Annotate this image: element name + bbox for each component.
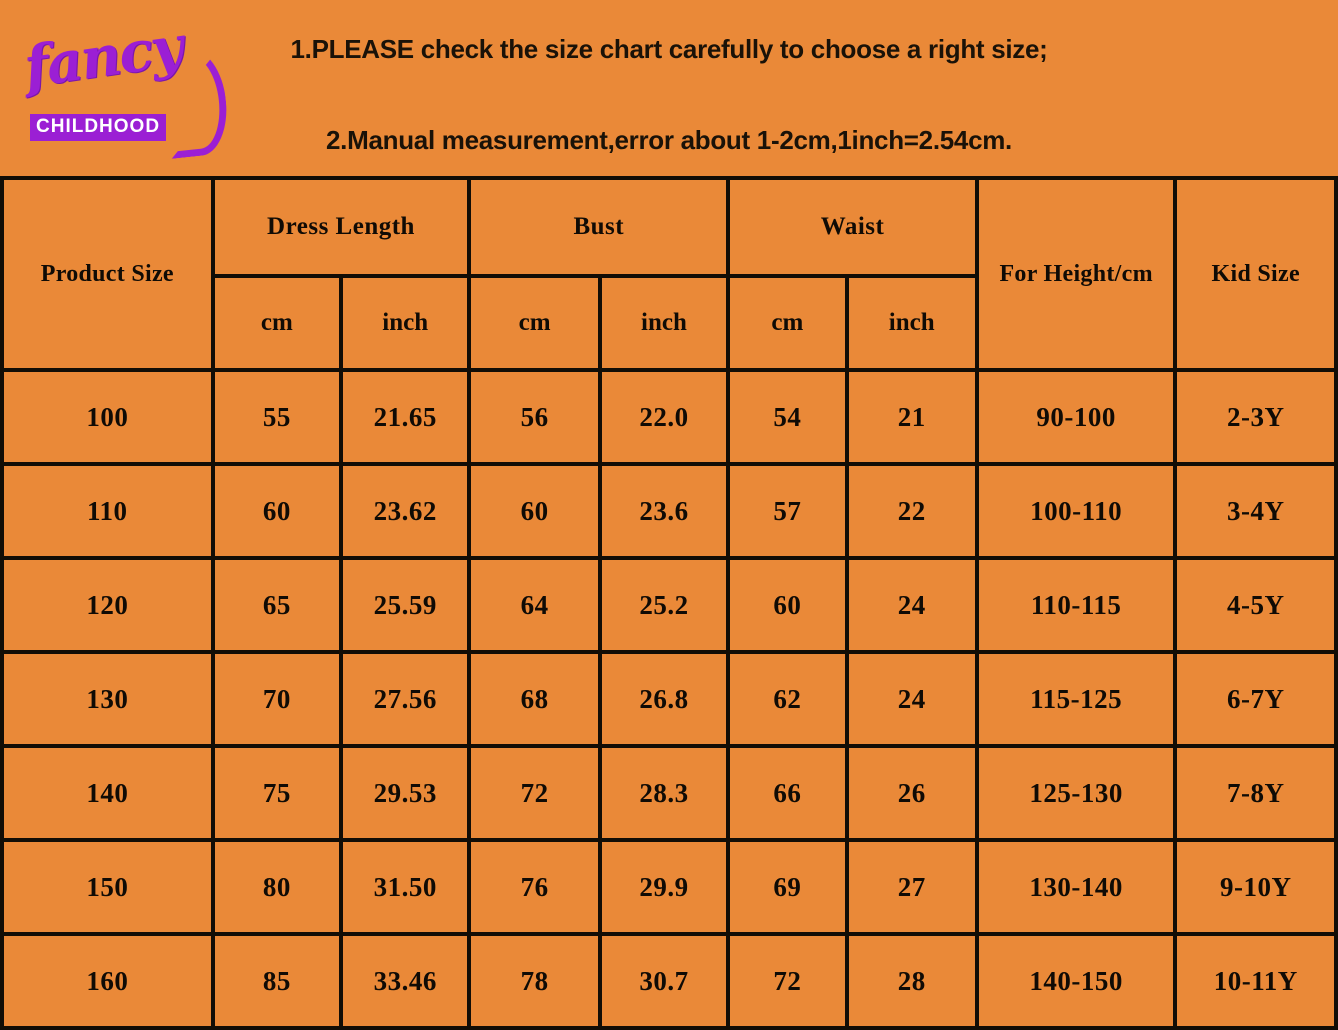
table-row: [2, 746, 1336, 840]
cell-waist-inch: 27: [847, 840, 977, 934]
cell-waist-cm: 66: [728, 746, 846, 840]
column-header-product-size: Product Size: [2, 178, 213, 370]
cell-product-size: 150: [2, 840, 213, 934]
cell-for-height: 125-130: [977, 746, 1176, 840]
cell-for-height: 130-140: [977, 840, 1176, 934]
brand-logo-subtitle: CHILDHOOD: [30, 114, 166, 141]
cell-waist-cm: 57: [728, 464, 846, 558]
column-header-dress-length-inch: inch: [341, 276, 469, 370]
column-header-dress-length: Dress Length: [213, 178, 470, 276]
column-header-bust-inch: inch: [600, 276, 728, 370]
cell-waist-inch: 22: [847, 464, 977, 558]
cell-dress-length-inch: 23.62: [341, 464, 469, 558]
column-header-for-height: For Height/cm: [977, 178, 1176, 370]
cell-bust-inch: 26.8: [600, 652, 728, 746]
table-row: [2, 370, 1336, 464]
cell-waist-inch: 26: [847, 746, 977, 840]
cell-for-height: 90-100: [977, 370, 1176, 464]
table-row: [2, 464, 1336, 558]
table-header-row-groups: [2, 178, 1336, 276]
note-line-1: 1.PLEASE check the size chart carefully to choose a right size;: [290, 34, 1048, 64]
cell-bust-inch: 29.9: [600, 840, 728, 934]
cell-bust-cm: 72: [469, 746, 599, 840]
cell-dress-length-cm: 80: [213, 840, 341, 934]
cell-bust-inch: 25.2: [600, 558, 728, 652]
table-header: [2, 178, 1336, 370]
cell-dress-length-cm: 75: [213, 746, 341, 840]
column-header-bust-cm: cm: [469, 276, 599, 370]
cell-product-size: 130: [2, 652, 213, 746]
cell-bust-inch: 23.6: [600, 464, 728, 558]
notes-block: [0, 0, 1338, 176]
cell-waist-cm: 54: [728, 370, 846, 464]
cell-bust-cm: 60: [469, 464, 599, 558]
cell-kid-size: 10-11Y: [1175, 934, 1336, 1028]
cell-waist-inch: 28: [847, 934, 977, 1028]
column-header-waist: Waist: [728, 178, 977, 276]
cell-bust-cm: 56: [469, 370, 599, 464]
cell-dress-length-cm: 60: [213, 464, 341, 558]
cell-product-size: 100: [2, 370, 213, 464]
cell-bust-cm: 78: [469, 934, 599, 1028]
cell-bust-inch: 22.0: [600, 370, 728, 464]
size-chart-table: [0, 176, 1338, 1030]
table-body: [2, 370, 1336, 1028]
cell-for-height: 140-150: [977, 934, 1176, 1028]
column-header-bust: Bust: [469, 178, 728, 276]
cell-dress-length-inch: 29.53: [341, 746, 469, 840]
cell-for-height: 100-110: [977, 464, 1176, 558]
cell-bust-cm: 68: [469, 652, 599, 746]
cell-bust-inch: 30.7: [600, 934, 728, 1028]
column-header-dress-length-cm: cm: [213, 276, 341, 370]
table-row: [2, 652, 1336, 746]
cell-kid-size: 2-3Y: [1175, 370, 1336, 464]
column-header-waist-cm: cm: [728, 276, 846, 370]
cell-dress-length-inch: 27.56: [341, 652, 469, 746]
cell-waist-cm: 72: [728, 934, 846, 1028]
column-header-waist-inch: inch: [847, 276, 977, 370]
cell-for-height: 110-115: [977, 558, 1176, 652]
cell-waist-cm: 62: [728, 652, 846, 746]
cell-product-size: 110: [2, 464, 213, 558]
cell-dress-length-cm: 65: [213, 558, 341, 652]
cell-bust-inch: 28.3: [600, 746, 728, 840]
cell-dress-length-inch: 31.50: [341, 840, 469, 934]
brand-logo-script-text: fancy: [20, 13, 186, 101]
cell-dress-length-cm: 70: [213, 652, 341, 746]
cell-dress-length-inch: 21.65: [341, 370, 469, 464]
cell-dress-length-cm: 85: [213, 934, 341, 1028]
table-row: [2, 934, 1336, 1028]
cell-kid-size: 3-4Y: [1175, 464, 1336, 558]
cell-kid-size: 9-10Y: [1175, 840, 1336, 934]
cell-kid-size: 7-8Y: [1175, 746, 1336, 840]
cell-waist-inch: 21: [847, 370, 977, 464]
cell-dress-length-inch: 33.46: [341, 934, 469, 1028]
cell-product-size: 160: [2, 934, 213, 1028]
cell-bust-cm: 64: [469, 558, 599, 652]
cell-waist-inch: 24: [847, 652, 977, 746]
cell-dress-length-inch: 25.59: [341, 558, 469, 652]
cell-waist-cm: 69: [728, 840, 846, 934]
cell-waist-inch: 24: [847, 558, 977, 652]
cell-product-size: 140: [2, 746, 213, 840]
cell-dress-length-cm: 55: [213, 370, 341, 464]
cell-kid-size: 6-7Y: [1175, 652, 1336, 746]
cell-bust-cm: 76: [469, 840, 599, 934]
note-line-2: 2.Manual measurement,error about 1-2cm,1inch=2.54cm.: [326, 125, 1012, 155]
cell-waist-cm: 60: [728, 558, 846, 652]
table-row: [2, 558, 1336, 652]
cell-kid-size: 4-5Y: [1175, 558, 1336, 652]
cell-product-size: 120: [2, 558, 213, 652]
cell-for-height: 115-125: [977, 652, 1176, 746]
table-row: [2, 840, 1336, 934]
column-header-kid-size: Kid Size: [1175, 178, 1336, 370]
